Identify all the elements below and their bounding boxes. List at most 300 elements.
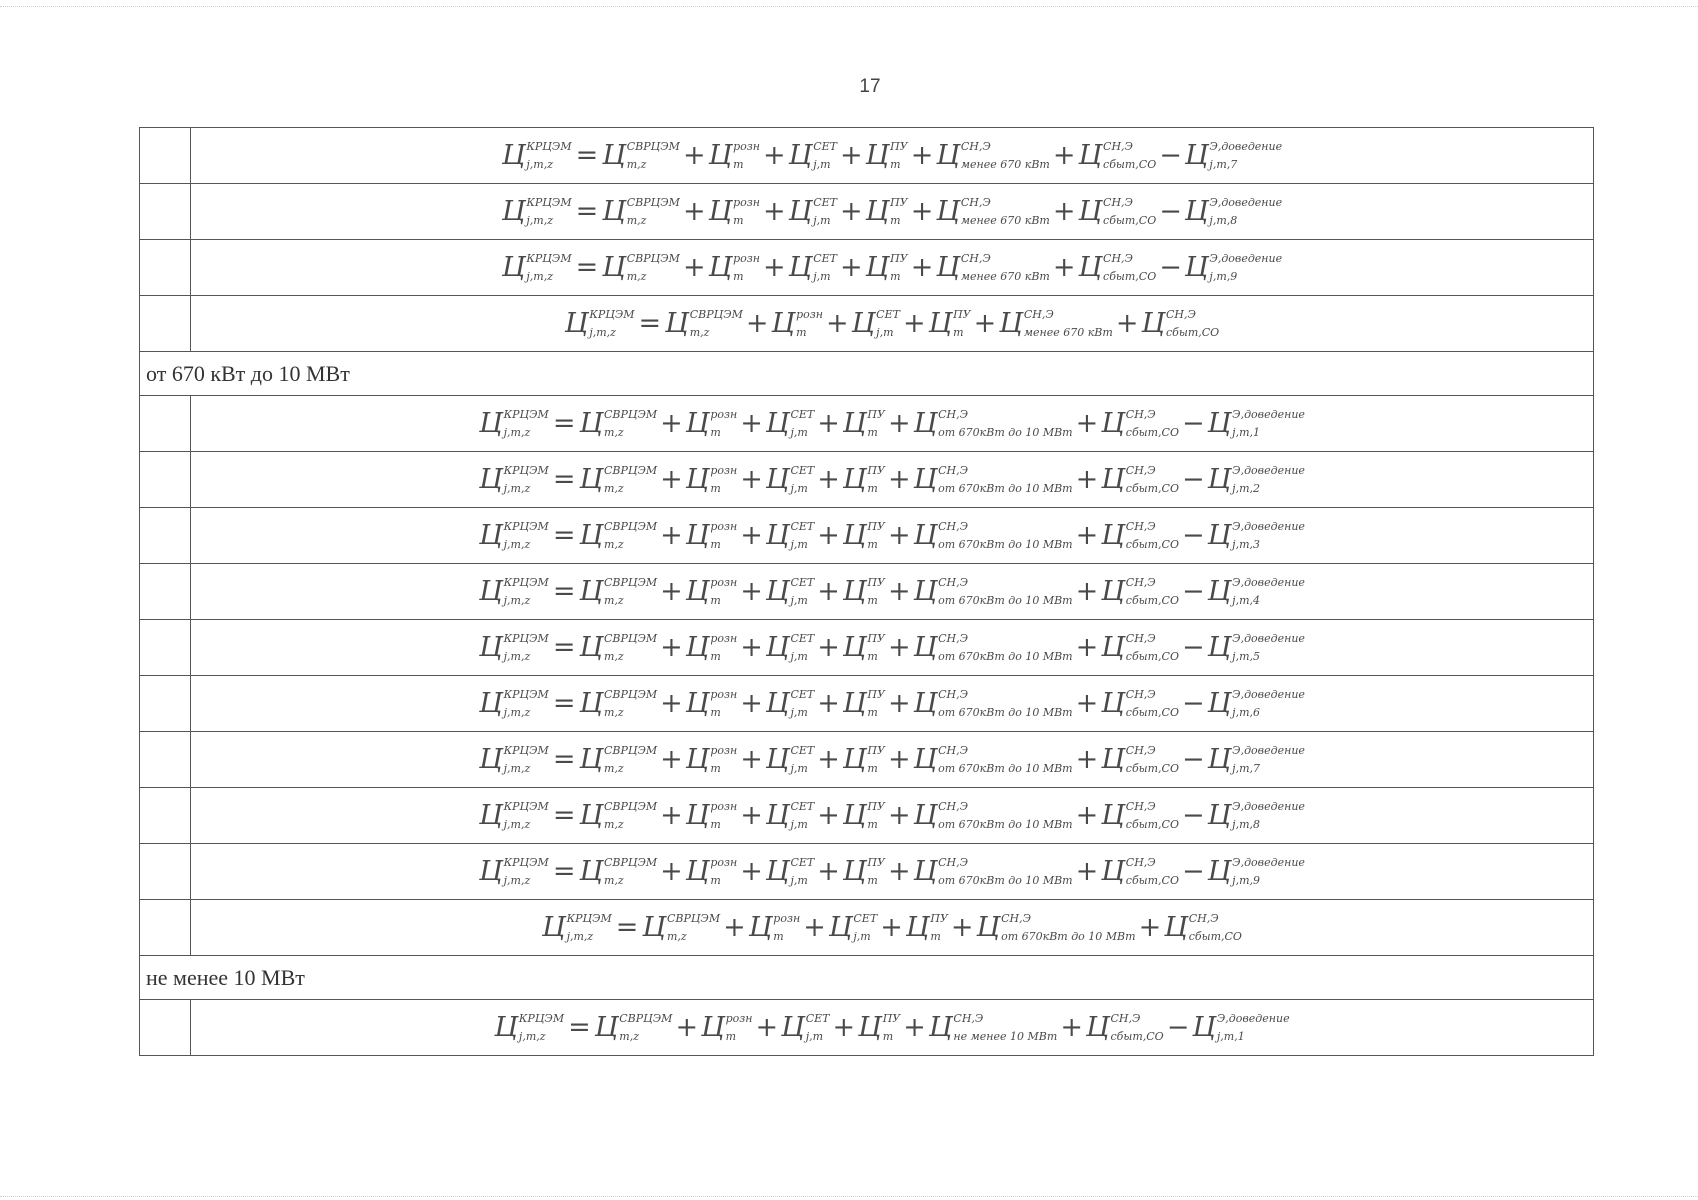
term-sn-group	[913, 800, 1073, 831]
subscript: j,m,9	[1232, 874, 1261, 887]
superscript: розн	[796, 308, 823, 321]
index-stack	[890, 197, 908, 226]
term-krcem	[501, 140, 572, 171]
subscript: m	[953, 326, 964, 339]
symbol-ts: Ц	[936, 140, 960, 171]
superscript: розн	[710, 856, 738, 869]
term-set	[788, 252, 837, 283]
formula-cell	[191, 296, 1594, 352]
index-stack	[1209, 141, 1282, 170]
subscript: от 670кВт до 10 МВт	[938, 538, 1073, 551]
price-formula	[479, 744, 1305, 775]
term-sn-group	[999, 308, 1113, 339]
term-krcem	[479, 520, 549, 551]
superscript: розн	[773, 912, 801, 925]
symbol-ts: Ц	[765, 744, 790, 775]
subscript: менее 670 кВт	[960, 270, 1050, 283]
term-pu	[865, 252, 908, 283]
superscript: Э,доведение	[1209, 252, 1283, 265]
subscript: m	[796, 326, 807, 339]
subscript: m	[890, 270, 901, 283]
index-stack	[790, 689, 814, 718]
plus-sign: +	[682, 140, 706, 171]
term-krcem	[479, 576, 549, 607]
superscript: розн	[710, 408, 738, 421]
equals-sign: =	[552, 408, 576, 439]
symbol-ts: Ц	[788, 140, 813, 171]
equals-sign: =	[615, 912, 639, 943]
plus-sign: +	[840, 252, 863, 283]
superscript: розн	[710, 464, 738, 477]
subscript: от 670кВт до 10 МВт	[938, 762, 1073, 775]
term-svrcem	[579, 632, 658, 663]
superscript: СВРЦЭМ	[619, 1012, 673, 1025]
symbol-ts: Ц	[594, 1012, 619, 1043]
symbol-ts: Ц	[765, 800, 790, 831]
plus-sign: +	[910, 196, 934, 227]
term-sn-sbyt	[1164, 912, 1242, 943]
index-stack	[1103, 141, 1156, 170]
symbol-ts: Ц	[1207, 576, 1232, 607]
symbol-ts: Ц	[1085, 1012, 1110, 1043]
row-number-cell	[140, 240, 191, 296]
subscript: сбыт,СО	[1125, 650, 1179, 663]
symbol-ts: Ц	[1207, 632, 1232, 663]
symbol-ts: Ц	[913, 408, 938, 439]
term-sn-sbyt	[1101, 632, 1179, 663]
index-stack	[733, 197, 760, 226]
symbol-ts: Ц	[913, 800, 938, 831]
formula-table	[139, 127, 1594, 1056]
superscript: КРЦЭМ	[503, 464, 549, 477]
subscript: m	[710, 874, 721, 887]
superscript: СН,Э	[1125, 464, 1156, 477]
symbol-ts: Ц	[579, 408, 603, 439]
symbol-ts: Ц	[842, 632, 867, 663]
plus-sign: +	[740, 744, 763, 775]
plus-sign: +	[660, 688, 683, 719]
plus-sign: +	[740, 632, 763, 663]
term-rozn	[771, 308, 823, 339]
symbol-ts: Ц	[1101, 464, 1125, 495]
subscript: m,z	[603, 650, 624, 663]
term-rozn	[685, 744, 738, 775]
symbol-ts: Ц	[788, 252, 813, 283]
term-sn-sbyt	[1101, 408, 1179, 439]
formula-cell	[191, 732, 1594, 788]
subscript: m	[867, 538, 878, 551]
symbol-ts: Ц	[842, 464, 867, 495]
symbol-ts: Ц	[501, 252, 526, 283]
term-krcem	[501, 252, 572, 283]
index-stack	[890, 141, 908, 170]
equals-sign: =	[552, 520, 576, 551]
index-stack	[504, 801, 549, 830]
superscript: СЕТ	[790, 856, 815, 869]
plus-sign: +	[825, 308, 849, 339]
superscript: СН,Э	[960, 196, 991, 209]
price-formula	[542, 912, 1242, 943]
plus-sign: +	[1115, 308, 1139, 339]
subscript: сбыт,СО	[1125, 874, 1179, 887]
subscript: m	[867, 874, 878, 887]
term-svrcem	[579, 408, 658, 439]
superscript: СН,Э	[1001, 912, 1032, 925]
plus-sign: +	[763, 196, 786, 227]
term-rozn	[685, 464, 738, 495]
plus-sign: +	[903, 1012, 926, 1043]
formula-cell	[191, 240, 1594, 296]
subscript: j,m,8	[1209, 214, 1238, 227]
minus-sign: −	[1159, 196, 1182, 227]
index-stack	[710, 633, 737, 662]
index-stack	[519, 1013, 564, 1042]
term-krcem	[542, 912, 612, 943]
minus-sign: −	[1182, 408, 1205, 439]
subscript: от 670кВт до 10 МВт	[938, 594, 1073, 607]
formula-cell	[191, 844, 1594, 900]
symbol-ts: Ц	[936, 252, 960, 283]
index-stack	[1232, 801, 1305, 830]
symbol-ts: Ц	[905, 912, 930, 943]
index-stack	[813, 197, 837, 226]
subscript: j,m,3	[1232, 538, 1261, 551]
superscript: розн	[733, 196, 761, 209]
symbol-ts: Ц	[765, 632, 790, 663]
index-stack	[627, 141, 680, 170]
subscript: j,m	[813, 158, 831, 171]
term-dovedenie	[1207, 632, 1305, 663]
subscript: сбыт,СО	[1188, 930, 1242, 943]
index-stack	[1232, 745, 1305, 774]
subscript: j,m,z	[503, 818, 531, 831]
term-svrcem	[579, 520, 658, 551]
superscript: ПУ	[930, 912, 948, 925]
term-rozn	[748, 912, 801, 943]
subscript: j,m	[790, 482, 808, 495]
minus-sign: −	[1166, 1012, 1190, 1043]
superscript: СН,Э	[938, 744, 969, 757]
term-pu	[842, 408, 885, 439]
plus-sign: +	[817, 800, 840, 831]
index-stack	[504, 409, 549, 438]
subscript: j,m	[805, 1030, 824, 1043]
plus-sign: +	[763, 252, 786, 283]
subscript: m	[710, 706, 721, 719]
plus-sign: +	[910, 252, 934, 283]
term-krcem	[501, 196, 572, 227]
term-pu	[842, 520, 885, 551]
term-dovedenie	[1192, 1012, 1290, 1043]
index-stack	[1217, 1013, 1290, 1042]
row-number-cell	[140, 184, 191, 240]
term-dovedenie	[1207, 744, 1305, 775]
plus-sign: +	[880, 912, 903, 943]
subscript: m	[930, 930, 941, 943]
subscript: менее 670 кВт	[1023, 326, 1113, 339]
symbol-ts: Ц	[602, 252, 626, 283]
superscript: КРЦЭМ	[526, 140, 572, 153]
term-set	[788, 140, 837, 171]
index-stack	[1126, 577, 1179, 606]
index-stack	[504, 745, 549, 774]
superscript: ПУ	[867, 800, 885, 813]
superscript: СЕТ	[876, 308, 900, 321]
symbol-ts: Ц	[602, 196, 626, 227]
symbol-ts: Ц	[928, 308, 953, 339]
plus-sign: +	[660, 632, 683, 663]
symbol-ts: Ц	[479, 856, 503, 887]
term-set	[781, 1012, 830, 1043]
superscript: СН,Э	[1023, 308, 1054, 321]
superscript: СЕТ	[790, 408, 815, 421]
term-dovedenie	[1207, 576, 1305, 607]
minus-sign: −	[1159, 140, 1182, 171]
row-number-cell	[140, 900, 191, 956]
superscript: СЕТ	[790, 688, 815, 701]
row-number-cell	[140, 508, 191, 564]
subscript: m,z	[619, 1030, 639, 1043]
symbol-ts: Ц	[842, 744, 867, 775]
subscript: от 670кВт до 10 МВт	[938, 874, 1073, 887]
subscript: m	[867, 762, 878, 775]
formula-cell	[191, 452, 1594, 508]
superscript: розн	[710, 576, 738, 589]
index-stack	[1103, 253, 1156, 282]
superscript: СН,Э	[1110, 1012, 1141, 1025]
subscript: j,m,z	[503, 706, 531, 719]
symbol-ts: Ц	[479, 632, 503, 663]
superscript: СН,Э	[960, 140, 991, 153]
plus-sign: +	[817, 632, 840, 663]
plus-sign: +	[1138, 912, 1162, 943]
subscript: j,m	[790, 594, 808, 607]
plus-sign: +	[740, 856, 763, 887]
formula-row	[140, 732, 1594, 788]
plus-sign: +	[887, 632, 911, 663]
formula-cell	[191, 1000, 1594, 1056]
minus-sign: −	[1182, 688, 1205, 719]
superscript: СВРЦЭМ	[603, 464, 658, 477]
index-stack	[589, 309, 634, 338]
term-sn-sbyt	[1141, 308, 1220, 339]
term-sn-group	[913, 464, 1073, 495]
symbol-ts: Ц	[936, 196, 960, 227]
symbol-ts: Ц	[708, 196, 733, 227]
formula-row	[140, 844, 1594, 900]
term-svrcem	[602, 252, 680, 283]
term-krcem	[479, 856, 549, 887]
row-number-cell	[140, 564, 191, 620]
index-stack	[813, 253, 837, 282]
symbol-ts: Ц	[501, 196, 526, 227]
plus-sign: +	[817, 576, 840, 607]
plus-sign: +	[1075, 520, 1099, 551]
subscript: m	[773, 930, 784, 943]
plus-sign: +	[817, 688, 840, 719]
symbol-ts: Ц	[765, 576, 790, 607]
subscript: от 670кВт до 10 МВт	[938, 706, 1073, 719]
superscript: СН,Э	[953, 1012, 984, 1025]
formula-table-body	[140, 128, 1594, 1056]
minus-sign: −	[1182, 632, 1205, 663]
superscript: Э,доведение	[1232, 800, 1305, 813]
index-stack	[790, 465, 814, 494]
row-number-cell	[140, 452, 191, 508]
index-stack	[876, 309, 900, 338]
superscript: СН,Э	[938, 800, 969, 813]
subscript: от 670кВт до 10 МВт	[938, 818, 1073, 831]
term-rozn	[685, 856, 738, 887]
symbol-ts: Ц	[685, 744, 710, 775]
equals-sign: =	[552, 856, 576, 887]
index-stack	[867, 521, 885, 550]
index-stack	[710, 521, 737, 550]
subscript: сбыт,СО	[1125, 482, 1179, 495]
plus-sign: +	[723, 912, 746, 943]
index-stack	[1232, 465, 1305, 494]
term-pu	[842, 744, 885, 775]
index-stack	[938, 633, 1073, 662]
symbol-ts: Ц	[479, 408, 503, 439]
subscript: j,m,z	[503, 482, 531, 495]
subscript: сбыт,СО	[1103, 158, 1157, 171]
section-heading-row	[140, 352, 1594, 396]
index-stack	[604, 521, 657, 550]
index-stack	[961, 197, 1050, 226]
symbol-ts: Ц	[865, 196, 890, 227]
formula-row	[140, 676, 1594, 732]
plus-sign: +	[840, 196, 863, 227]
term-dovedenie	[1207, 520, 1305, 551]
row-number-cell	[140, 128, 191, 184]
term-sn-sbyt	[1101, 464, 1179, 495]
symbol-ts: Ц	[494, 1012, 518, 1043]
term-sn-sbyt	[1101, 856, 1179, 887]
superscript: СВРЦЭМ	[603, 800, 658, 813]
term-sn-sbyt	[1078, 252, 1157, 283]
row-number-cell	[140, 732, 191, 788]
superscript: СН,Э	[1103, 196, 1133, 209]
subscript: m,z	[603, 762, 624, 775]
index-stack	[504, 633, 549, 662]
subscript: m,z	[603, 482, 624, 495]
superscript: ПУ	[867, 408, 885, 421]
plus-sign: +	[1075, 408, 1099, 439]
symbol-ts: Ц	[1078, 252, 1103, 283]
index-stack	[567, 913, 612, 942]
index-stack	[883, 1013, 901, 1042]
term-rozn	[708, 252, 761, 283]
subscript: j,m,z	[526, 158, 554, 171]
plus-sign: +	[1075, 744, 1099, 775]
index-stack	[1126, 801, 1179, 830]
index-stack	[961, 141, 1050, 170]
symbol-ts: Ц	[842, 408, 867, 439]
index-stack	[867, 745, 885, 774]
index-stack	[953, 1013, 1057, 1042]
term-set	[765, 744, 815, 775]
term-krcem	[479, 408, 549, 439]
term-rozn	[685, 408, 738, 439]
term-set	[788, 196, 837, 227]
term-krcem	[479, 744, 549, 775]
subscript: менее 670 кВт	[960, 214, 1050, 227]
superscript: СЕТ	[790, 464, 815, 477]
index-stack	[867, 577, 885, 606]
subscript: j,m,2	[1232, 482, 1261, 495]
subscript: сбыт,СО	[1165, 326, 1220, 339]
index-stack	[710, 745, 737, 774]
superscript: Э,доведение	[1232, 408, 1305, 421]
plus-sign: +	[740, 520, 763, 551]
term-set	[765, 520, 815, 551]
subscript: m	[867, 426, 878, 439]
term-krcem	[479, 800, 549, 831]
index-stack	[710, 857, 737, 886]
symbol-ts: Ц	[579, 632, 603, 663]
superscript: розн	[733, 252, 761, 265]
minus-sign: −	[1182, 744, 1205, 775]
index-stack	[627, 197, 680, 226]
symbol-ts: Ц	[1078, 140, 1103, 171]
superscript: розн	[710, 520, 738, 533]
index-stack	[690, 309, 743, 338]
index-stack	[1001, 913, 1136, 942]
price-formula	[479, 464, 1305, 495]
symbol-ts: Ц	[913, 520, 938, 551]
index-stack	[1232, 689, 1305, 718]
subscript: m,z	[603, 706, 624, 719]
subscript: j,m	[790, 426, 808, 439]
index-stack	[790, 577, 814, 606]
term-rozn	[685, 520, 738, 551]
symbol-ts: Ц	[479, 464, 503, 495]
index-stack	[667, 913, 720, 942]
formula-cell	[191, 564, 1594, 620]
equals-sign: =	[552, 576, 576, 607]
index-stack	[627, 253, 680, 282]
subscript: m,z	[689, 326, 710, 339]
minus-sign: −	[1182, 576, 1205, 607]
index-stack	[790, 521, 814, 550]
superscript: СН,Э	[1103, 140, 1133, 153]
subscript: j,m,1	[1232, 426, 1261, 439]
subscript: j,m,z	[503, 762, 531, 775]
index-stack	[867, 409, 885, 438]
symbol-ts: Ц	[579, 800, 603, 831]
price-formula	[502, 140, 1282, 171]
symbol-ts: Ц	[1101, 800, 1125, 831]
equals-sign: =	[568, 1012, 591, 1043]
index-stack	[1126, 521, 1179, 550]
symbol-ts: Ц	[479, 800, 503, 831]
superscript: СН,Э	[1125, 576, 1156, 589]
subscript: j,m	[813, 270, 831, 283]
subscript: j,m,z	[526, 270, 554, 283]
plus-sign: +	[902, 308, 926, 339]
minus-sign: −	[1159, 252, 1182, 283]
superscript: КРЦЭМ	[503, 800, 549, 813]
symbol-ts: Ц	[479, 744, 503, 775]
superscript: ПУ	[867, 744, 885, 757]
symbol-ts: Ц	[685, 632, 710, 663]
subscript: j,m,z	[503, 874, 531, 887]
plus-sign: +	[910, 140, 934, 171]
superscript: СЕТ	[853, 912, 878, 925]
formula-row	[140, 620, 1594, 676]
index-stack	[867, 689, 885, 718]
